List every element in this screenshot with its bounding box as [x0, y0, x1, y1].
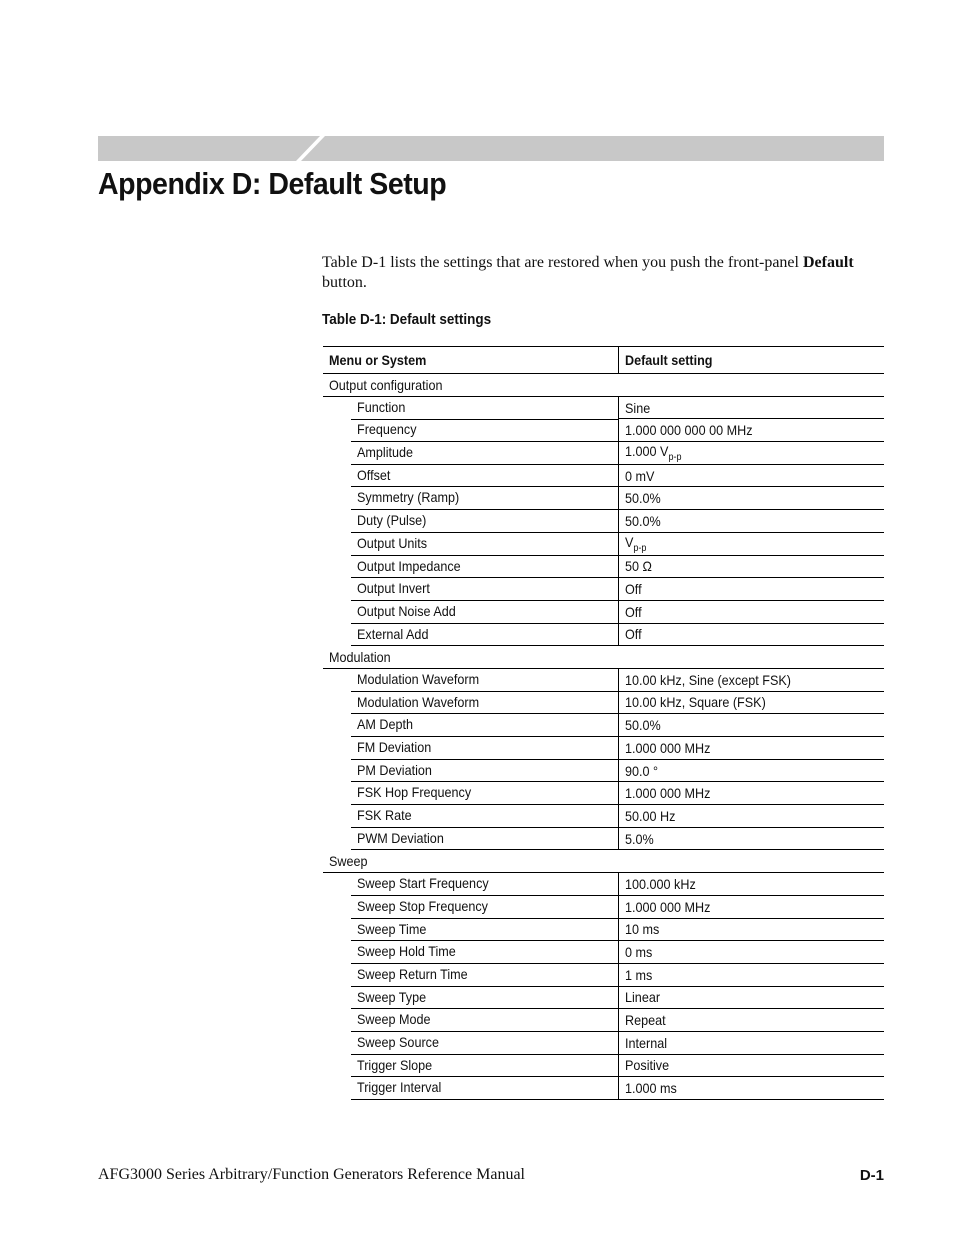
setting-name-cell	[323, 600, 619, 623]
setting-name-cell	[323, 396, 619, 419]
default-value-cell	[619, 396, 885, 419]
setting-name-cell	[323, 941, 619, 964]
group-label: Sweep	[323, 850, 884, 873]
footer-manual-title: AFG3000 Series Arbitrary/Function Generators Reference Manual	[98, 1166, 525, 1183]
table-row	[323, 464, 884, 487]
setting-name-cell	[323, 782, 619, 805]
setting-name-cell	[323, 759, 619, 782]
table-row	[323, 737, 884, 760]
default-value: 10.00 kHz, Square (FSK)	[625, 694, 766, 711]
setting-name: Modulation Waveform	[357, 671, 480, 688]
default-value: Off	[625, 626, 642, 643]
default-value: 50.00 Hz	[625, 807, 676, 824]
default-value-cell	[619, 442, 885, 465]
setting-name-cell	[323, 419, 619, 442]
default-value-cell	[619, 464, 885, 487]
default-button-name: Default	[802, 254, 854, 271]
table-group-row	[323, 850, 884, 873]
table-row	[323, 1054, 884, 1077]
page-title: Appendix D: Default Setup	[98, 166, 447, 201]
default-value: 10 ms	[625, 921, 660, 938]
setting-name-cell	[323, 623, 619, 646]
setting-name-cell	[323, 873, 619, 896]
group-label: Output configuration	[323, 374, 884, 397]
table-row	[323, 827, 884, 850]
setting-name-cell	[323, 737, 619, 760]
setting-name: Amplitude	[357, 444, 414, 461]
default-value: 0 mV	[625, 467, 655, 484]
default-value-cell	[619, 714, 885, 737]
setting-name-cell	[323, 1077, 619, 1100]
value-subscript: p-p	[668, 451, 682, 463]
default-value: Positive	[625, 1057, 670, 1074]
default-settings-table	[323, 346, 884, 1100]
setting-name-cell	[323, 714, 619, 737]
column-header-menu: Menu or System	[323, 347, 619, 374]
setting-name: Trigger Slope	[357, 1056, 433, 1073]
default-value-cell	[619, 782, 885, 805]
default-value: 1.000 000 000 00 MHz	[625, 422, 753, 439]
table-row	[323, 555, 884, 578]
table-row	[323, 1077, 884, 1100]
default-value-cell	[619, 759, 885, 782]
setting-name-cell	[323, 487, 619, 510]
default-value-cell	[619, 986, 885, 1009]
default-value: 100.000 kHz	[625, 875, 696, 892]
table-row	[323, 895, 884, 918]
setting-name: Sweep Stop Frequency	[357, 897, 488, 914]
default-value: 50.0%	[625, 717, 661, 734]
table-row	[323, 805, 884, 828]
default-value: Linear	[625, 989, 661, 1006]
default-value-cell	[619, 805, 885, 828]
setting-name: Symmetry (Ramp)	[357, 489, 460, 506]
setting-name: Sweep Type	[357, 988, 427, 1005]
group-label: Modulation	[323, 646, 884, 669]
default-value-cell	[619, 873, 885, 896]
default-value-cell	[619, 600, 885, 623]
setting-name-cell	[323, 668, 619, 691]
table-row	[323, 873, 884, 896]
setting-name: Trigger Interval	[357, 1079, 442, 1096]
default-value: 1.000 000 MHz	[625, 785, 711, 802]
default-value-cell	[619, 578, 885, 601]
setting-name-cell	[323, 691, 619, 714]
setting-name: Output Units	[357, 534, 428, 551]
setting-name: Sweep Hold Time	[357, 943, 456, 960]
setting-name: Output Impedance	[357, 557, 461, 574]
setting-name-cell	[323, 1031, 619, 1054]
setting-name: FSK Rate	[357, 807, 412, 824]
default-value: 5.0%	[625, 830, 654, 847]
table-row	[323, 668, 884, 691]
default-value: V	[625, 533, 634, 550]
setting-name: FSK Hop Frequency	[357, 784, 472, 801]
value-subscript: p-p	[633, 542, 647, 554]
default-value-cell	[619, 532, 885, 555]
default-value-cell	[619, 555, 885, 578]
table-row	[323, 986, 884, 1009]
table-row	[323, 623, 884, 646]
setting-name: External Add	[357, 625, 429, 642]
setting-name: Sweep Return Time	[357, 965, 468, 982]
default-value: 50 Ω	[625, 558, 652, 575]
setting-name-cell	[323, 805, 619, 828]
setting-name: Sweep Source	[357, 1033, 439, 1050]
setting-name: Function	[357, 398, 406, 415]
table-row	[323, 918, 884, 941]
setting-name-cell	[323, 1054, 619, 1077]
default-value: 1 ms	[625, 966, 653, 983]
default-value: Internal	[625, 1034, 668, 1051]
table-row	[323, 600, 884, 623]
default-value: 1.000 V	[625, 443, 669, 459]
table-row	[323, 759, 884, 782]
table-body	[323, 374, 884, 1100]
default-value-cell	[619, 419, 885, 442]
setting-name-cell	[323, 510, 619, 533]
default-value: 0 ms	[625, 944, 653, 961]
table-row	[323, 1009, 884, 1032]
default-value: Off	[625, 581, 642, 598]
table-row	[323, 532, 884, 555]
table-row	[323, 691, 884, 714]
setting-name: Modulation Waveform	[357, 693, 480, 710]
setting-name-cell	[323, 442, 619, 465]
default-value-cell	[619, 1054, 885, 1077]
table-caption: Table D-1: Default settings	[322, 312, 492, 328]
default-value-cell	[619, 963, 885, 986]
table-row	[323, 1031, 884, 1054]
setting-name-cell	[323, 827, 619, 850]
table-row	[323, 396, 884, 419]
table-row	[323, 782, 884, 805]
setting-name-cell	[323, 895, 619, 918]
table-group-row	[323, 646, 884, 669]
table-row	[323, 941, 884, 964]
setting-name: Sweep Start Frequency	[357, 875, 489, 892]
column-header-default: Default setting	[619, 347, 885, 374]
table-row	[323, 963, 884, 986]
default-value-cell	[619, 1009, 885, 1032]
setting-name: Output Invert	[357, 580, 430, 597]
footer-page-number: D-1	[859, 1167, 884, 1184]
default-value-cell	[619, 941, 885, 964]
setting-name-cell	[323, 555, 619, 578]
default-value-cell	[619, 895, 885, 918]
default-value-cell	[619, 691, 885, 714]
setting-name: Frequency	[357, 421, 417, 438]
table-row	[323, 714, 884, 737]
default-value-cell	[619, 737, 885, 760]
table-header-row	[323, 347, 884, 374]
setting-name: Offset	[357, 466, 391, 483]
default-value: Off	[625, 603, 642, 620]
table-group-row	[323, 374, 884, 397]
default-value-cell	[619, 827, 885, 850]
setting-name-cell	[323, 986, 619, 1009]
intro-paragraph: Table D-1 lists the settings that are restored when you push the front-panel Default button.	[322, 254, 854, 291]
default-value-cell	[619, 1077, 885, 1100]
table-row	[323, 487, 884, 510]
default-value: 10.00 kHz, Sine (except FSK)	[625, 671, 791, 688]
setting-name-cell	[323, 963, 619, 986]
default-value: 1.000 000 MHz	[625, 898, 711, 915]
chapter-header-band	[98, 136, 884, 161]
setting-name: Duty (Pulse)	[357, 512, 427, 529]
default-value: Repeat	[625, 1012, 666, 1029]
setting-name-cell	[323, 464, 619, 487]
default-value-cell	[619, 918, 885, 941]
default-value: 1.000 ms	[625, 1080, 677, 1097]
setting-name: Sweep Time	[357, 920, 427, 937]
default-value-cell	[619, 623, 885, 646]
table-row	[323, 442, 884, 465]
setting-name-cell	[323, 532, 619, 555]
default-value-cell	[619, 1031, 885, 1054]
default-value: 90.0 °	[625, 762, 659, 779]
default-value: Sine	[625, 399, 651, 416]
setting-name: Sweep Mode	[357, 1011, 431, 1028]
default-value: 1.000 000 MHz	[625, 739, 711, 756]
default-value-cell	[619, 510, 885, 533]
setting-name-cell	[323, 578, 619, 601]
setting-name-cell	[323, 1009, 619, 1032]
table-row	[323, 419, 884, 442]
setting-name: FM Deviation	[357, 739, 432, 755]
setting-name: AM Depth	[357, 716, 414, 733]
table-row	[323, 578, 884, 601]
table-row	[323, 510, 884, 533]
setting-name: PWM Deviation	[357, 829, 444, 846]
setting-name-cell	[323, 918, 619, 941]
setting-name: PM Deviation	[357, 761, 432, 778]
default-value: 50.0%	[625, 512, 661, 529]
default-value-cell	[619, 668, 885, 691]
setting-name: Output Noise Add	[357, 602, 456, 619]
default-value-cell	[619, 487, 885, 510]
default-value: 50.0%	[625, 490, 661, 507]
